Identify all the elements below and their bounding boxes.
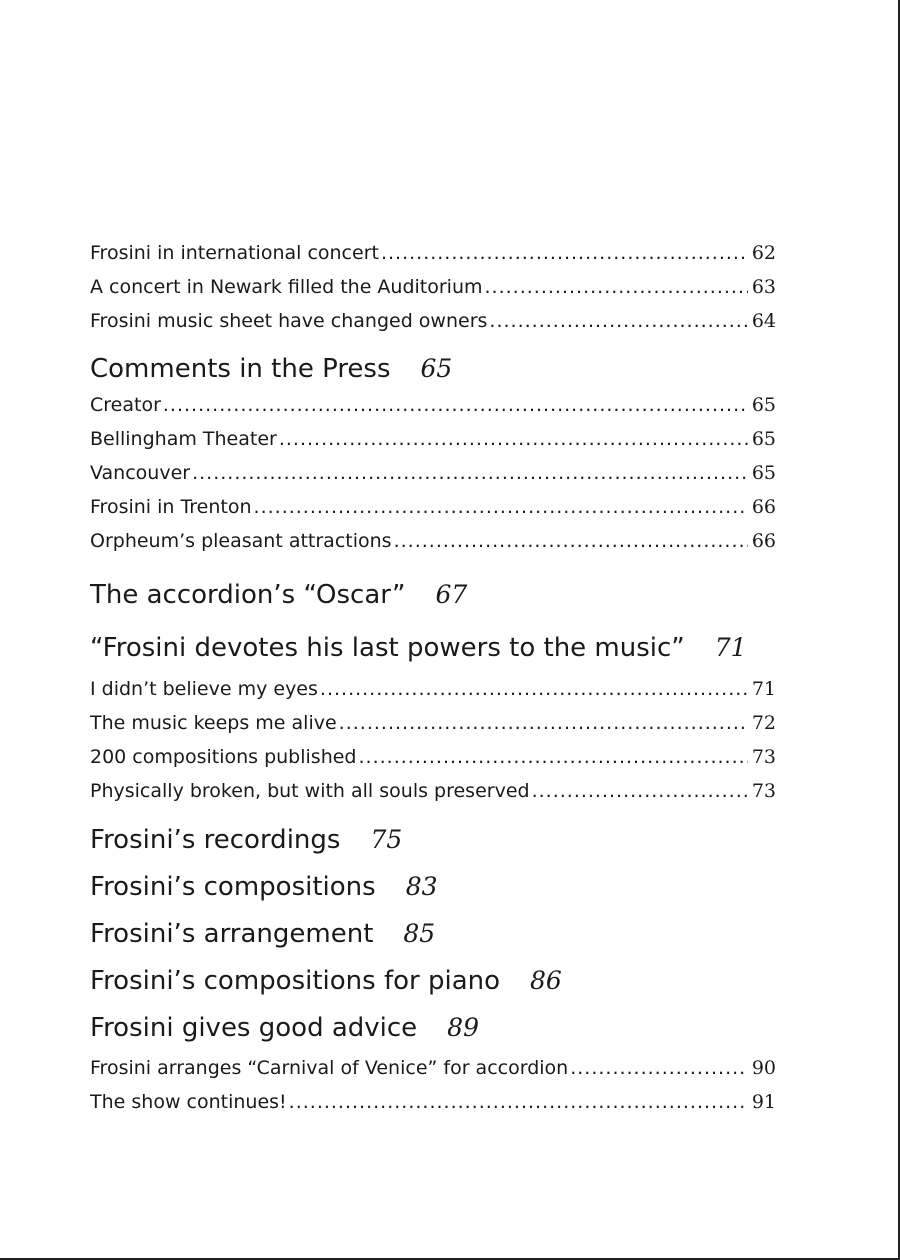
toc-entry[interactable] xyxy=(90,456,776,490)
dot-leader xyxy=(489,304,747,338)
dot-leader xyxy=(485,270,748,304)
toc-entry-label: I didn’t believe my eyes xyxy=(90,678,318,700)
toc-entry-page: 65 xyxy=(751,428,776,450)
toc-section-title: Frosini’s compositions for piano xyxy=(90,966,501,996)
toc-entry-page: 91 xyxy=(751,1091,776,1113)
toc-entry[interactable] xyxy=(90,672,776,706)
toc-entry[interactable] xyxy=(90,740,776,774)
toc-entry[interactable] xyxy=(90,706,776,740)
toc-entry-label: Bellingham Theater xyxy=(90,428,277,450)
toc-entry-page: 90 xyxy=(751,1057,776,1079)
toc-section-title: The accordion’s “Oscar” xyxy=(90,580,406,610)
toc-section-title: Frosini gives good advice xyxy=(90,1013,418,1043)
toc-section-heading[interactable] xyxy=(90,570,776,620)
dot-leader xyxy=(192,456,748,490)
toc-section-page: 65 xyxy=(420,354,453,383)
dot-leader xyxy=(289,1085,748,1119)
toc-entry[interactable] xyxy=(90,270,776,304)
toc-section-page: 67 xyxy=(435,580,468,609)
toc-entry-page: 73 xyxy=(751,746,776,768)
toc-section-title: Frosini’s recordings xyxy=(90,825,341,855)
dot-leader xyxy=(394,524,748,558)
toc-section-heading[interactable] xyxy=(90,816,776,863)
toc-section-title: “Frosini devotes his last powers to the music” xyxy=(90,633,685,663)
dot-leader xyxy=(359,740,748,774)
toc-entry-page: 64 xyxy=(751,310,776,332)
toc-entry[interactable] xyxy=(90,1051,776,1085)
toc-entry-label: The music keeps me alive xyxy=(90,712,337,734)
toc-entry-page: 71 xyxy=(751,678,776,700)
toc-section-title: Comments in the Press xyxy=(90,354,391,384)
dot-leader xyxy=(381,236,748,270)
toc-entry-label: Orpheum’s pleasant attractions xyxy=(90,530,392,552)
toc-entry-label: Frosini in Trenton xyxy=(90,496,252,518)
toc-section-page: 85 xyxy=(403,919,436,948)
toc-entry-label: The show continues! xyxy=(90,1091,287,1113)
toc-entry-label: Physically broken, but with all souls preserved xyxy=(90,780,530,802)
toc-entry[interactable] xyxy=(90,524,776,558)
dot-leader xyxy=(339,706,748,740)
toc-entry[interactable] xyxy=(90,490,776,524)
dot-leader xyxy=(254,490,748,524)
toc-section-page: 86 xyxy=(530,966,562,995)
toc-section-title: Frosini’s compositions xyxy=(90,872,376,902)
toc-section-page: 89 xyxy=(447,1013,479,1042)
dot-leader xyxy=(570,1051,748,1085)
toc-entry[interactable] xyxy=(90,422,776,456)
toc-entry-label: Frosini music sheet have changed owners xyxy=(90,310,488,332)
toc-entry-label: Frosini in international concert xyxy=(90,242,379,264)
toc-entry-page: 62 xyxy=(751,242,776,264)
toc-entry-label: A concert in Newark filled the Auditorium xyxy=(90,276,483,298)
toc-entry-page: 66 xyxy=(751,530,776,552)
toc-entry[interactable] xyxy=(90,304,776,338)
toc-entry-page: 63 xyxy=(751,276,776,298)
toc-entry-page: 66 xyxy=(751,496,776,518)
dot-leader xyxy=(532,774,748,808)
toc-section-page: 71 xyxy=(714,633,747,662)
toc-entry[interactable] xyxy=(90,388,776,422)
toc-section-heading[interactable] xyxy=(90,350,776,388)
dot-leader xyxy=(320,672,748,706)
table-of-contents xyxy=(90,236,776,1119)
toc-section-title: Frosini’s arrangement xyxy=(90,919,374,949)
dot-leader xyxy=(279,422,748,456)
toc-section-heading[interactable] xyxy=(90,957,776,1004)
toc-entry[interactable] xyxy=(90,1085,776,1119)
toc-entry-label: Creator xyxy=(90,394,161,416)
toc-section-heading[interactable] xyxy=(90,863,776,910)
toc-entry-label: Vancouver xyxy=(90,462,191,484)
toc-section-heading[interactable] xyxy=(90,1004,776,1051)
toc-entry-page: 72 xyxy=(751,712,776,734)
toc-entry[interactable] xyxy=(90,774,776,808)
toc-section-heading[interactable] xyxy=(90,910,776,957)
toc-entry-label: 200 compositions published xyxy=(90,746,357,768)
toc-entry[interactable] xyxy=(90,236,776,270)
toc-section-page: 75 xyxy=(370,825,403,854)
toc-section-heading[interactable] xyxy=(90,624,776,672)
dot-leader xyxy=(163,388,748,422)
toc-entry-label: Frosini arranges “Carnival of Venice” for accordion xyxy=(90,1057,569,1079)
toc-entry-page: 73 xyxy=(751,780,776,802)
toc-section-page: 83 xyxy=(405,872,438,901)
toc-entry-page: 65 xyxy=(751,394,776,416)
toc-entry-page: 65 xyxy=(751,462,776,484)
